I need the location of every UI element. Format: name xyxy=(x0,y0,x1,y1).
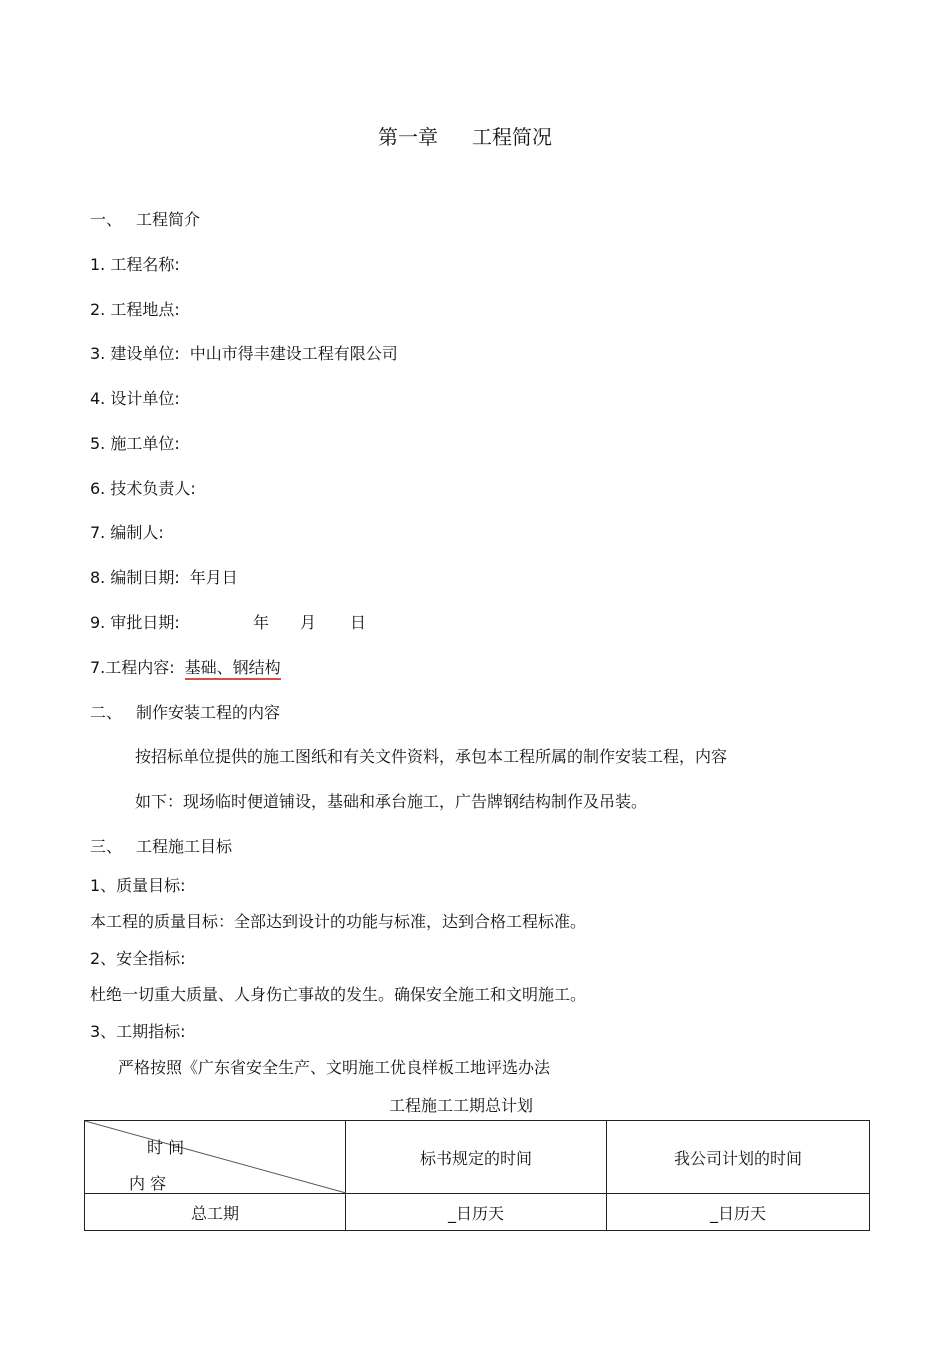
item-value: 中山市得丰建设工程有限公司 xyxy=(189,344,398,363)
schedule-label: 3、工期指标: xyxy=(90,1022,186,1041)
item-design-unit xyxy=(90,389,180,409)
item-value: 年月日 xyxy=(189,568,238,587)
item-label: 1. 工程名称: xyxy=(90,255,180,274)
item-project-content xyxy=(90,658,281,678)
project-content-value: 基础、钢结构 xyxy=(185,658,281,680)
item-label: 9. 审批日期: xyxy=(90,613,180,632)
table-row xyxy=(85,1194,870,1231)
item-builder-unit xyxy=(90,434,180,454)
schedule-text: 严格按照《广东省安全生产、文明施工优良样板工地评选办法 xyxy=(118,1058,551,1077)
item-project-location xyxy=(90,300,180,320)
approval-year: 年 xyxy=(253,613,270,632)
table-caption: 工程施工工期总计划 xyxy=(389,1096,534,1115)
safety-label: 2、安全指标: xyxy=(90,949,186,968)
item-label: 3. 建设单位: xyxy=(90,344,180,363)
section1-number: 一、 xyxy=(90,210,123,229)
item-label: 2. 工程地点: xyxy=(90,300,180,319)
header-company-time: 我公司计划的时间 xyxy=(607,1121,870,1194)
section3-title: 工程施工目标 xyxy=(136,837,233,856)
item-label: 6. 技术负责人: xyxy=(90,479,196,498)
section3-number: 三、 xyxy=(90,837,123,856)
item-construction-unit xyxy=(90,344,398,364)
item-approval-date xyxy=(90,613,180,633)
section2-paragraph-line2: 如下：现场临时便道铺设，基础和承台施工，广告牌钢结构制作及吊装。 xyxy=(135,792,648,811)
diag-header-time: 时 间 xyxy=(147,1138,185,1157)
chapter-number: 第一章 xyxy=(378,125,438,149)
section3-heading xyxy=(90,837,232,857)
quality-text: 本工程的质量目标：全部达到设计的功能与标准，达到合格工程标准。 xyxy=(90,912,587,931)
item-compile-date xyxy=(90,568,238,588)
item-author xyxy=(90,523,164,543)
item-label: 8. 编制日期: xyxy=(90,568,180,587)
section2-heading xyxy=(90,703,280,723)
row-company-days: _日历天 xyxy=(607,1194,870,1231)
chapter-title: 工程简况 xyxy=(472,125,552,149)
row-tender-days: _日历天 xyxy=(346,1194,607,1231)
section2-number: 二、 xyxy=(90,703,123,722)
item-label: 7. 编制人: xyxy=(90,523,164,542)
approval-month: 月 xyxy=(300,613,317,632)
approval-day: 日 xyxy=(350,613,367,632)
diag-header-content: 内 容 xyxy=(129,1174,167,1193)
item-project-name xyxy=(90,255,180,275)
safety-text: 杜绝一切重大质量、人身伤亡事故的发生。确保安全施工和文明施工。 xyxy=(90,985,587,1004)
item-label: 5. 施工单位: xyxy=(90,434,180,453)
row-total-duration: 总工期 xyxy=(85,1194,346,1231)
diagonal-line xyxy=(85,1121,346,1193)
header-tender-time: 标书规定的时间 xyxy=(346,1121,607,1194)
item-label: 4. 设计单位: xyxy=(90,389,180,408)
item-technical-lead xyxy=(90,479,196,499)
section1-heading xyxy=(90,210,200,230)
section2-paragraph-line1: 按招标单位提供的施工图纸和有关文件资料，承包本工程所属的制作安装工程，内容 xyxy=(135,747,728,766)
table-header-row xyxy=(85,1121,870,1194)
page-title xyxy=(378,127,552,147)
schedule-table xyxy=(84,1120,870,1231)
diagonal-header-cell xyxy=(85,1121,346,1194)
section2-title: 制作安装工程的内容 xyxy=(136,703,281,722)
quality-label: 1、质量目标: xyxy=(90,876,186,895)
section1-title: 工程简介 xyxy=(136,210,201,229)
item-label: 7.工程内容: xyxy=(90,658,175,677)
